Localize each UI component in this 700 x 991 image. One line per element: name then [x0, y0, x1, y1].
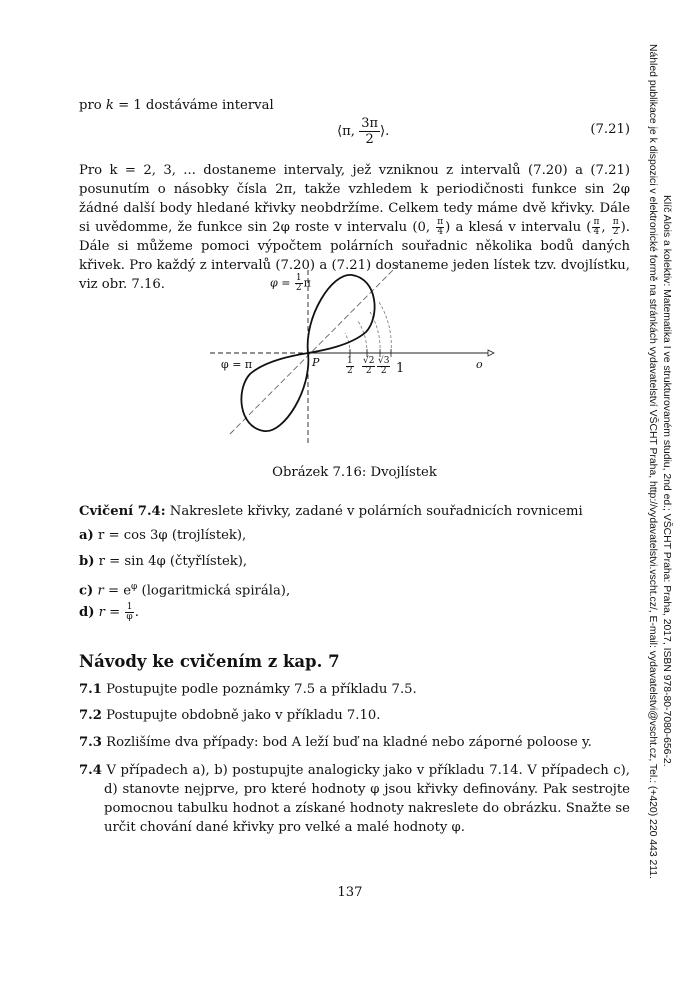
- tick-label-one: 1: [396, 361, 405, 376]
- tick-label-half: $\frac{1}{2}$: [347, 356, 353, 376]
- exercise-item-d: d) r = $\frac{1}{\varphi}$ .: [79, 602, 139, 622]
- petal-upper: [308, 275, 375, 353]
- figure-caption: Obrázek 7.16: Dvojlístek: [272, 465, 437, 480]
- axis-arrow-icon: [488, 350, 494, 356]
- intro-line: pro k = 1 dostáváme interval: [79, 98, 274, 113]
- label-pole: P: [312, 356, 320, 369]
- page-number: 137: [337, 885, 363, 900]
- tick-label-sqrt2: $\frac{√2}{2}$: [363, 356, 375, 376]
- hint-7-3: 7.3 Rozlišíme dva případy: bod A leží buď na kladné nebo záporné poloose y.: [79, 735, 592, 750]
- hints-heading: Návody ke cvičením z kap. 7: [79, 652, 340, 671]
- hint-7-2: 7.2 Postupujte obdobně jako v příkladu 7.10.: [79, 708, 381, 723]
- hint-7-1: 7.1 Postupujte podle poznámky 7.5 a příkladu 7.5.: [79, 682, 417, 697]
- hint-7-4: 7.4 V případech a), b) postupujte analogicky jako v příkladu 7.14. V případech c), d) stanovte nejprve, pro které hodnoty φ jsou křivky definovány. Pak sestrojte pomocnou tabulku hodnot a získané hodnoty nakreslete do obrázku. Snažte se určit chování dané křivky pro velké a malé hodnoty φ.: [79, 763, 630, 835]
- label-axis-o: o: [476, 358, 483, 371]
- exercise-item-b: b) r = sin 4φ (čtyřlístek),: [79, 554, 248, 569]
- exercise-item-c: c) $r = e^\varphi$ (logaritmická spirála),: [79, 582, 291, 599]
- diagonal-dashed: [230, 262, 405, 434]
- exercise-7-4: Cvičení 7.4: Nakreslete křivky, zadané v polárních souřadnicích rovnicemi: [79, 504, 583, 519]
- sidebar-preview-note: Náhled publikace je k dispozici v elektronické formě na stránkách vydavatelství VŠCHT Praha, http://vydavatelstvi.vscht.cz/, E-mail: vydavatelstvi@vscht.cz, Tel.: (+420) 220 443 211.: [647, 44, 658, 879]
- arc-one: [379, 302, 391, 353]
- equation-7-21: ⟨π, $\frac{3\pi}{2}$ ⟩. (7.21): [337, 116, 630, 147]
- sidebar-citation: Klíč Alois a kolektiv: Matematika I ve strukturovaném studiu, 2nd ed.; VŠCHT Praha: Praha, 2017, ISBN 978-80-7080-656-2.: [661, 195, 672, 767]
- arc-sqrt3: [370, 312, 380, 353]
- tick-label-sqrt3: $\frac{√3}{2}$: [378, 356, 390, 376]
- label-phi-half-pi: φ = $\frac{1}{2}$ π: [270, 273, 311, 293]
- equation-label: (7.21): [590, 122, 630, 137]
- exercise-item-a: a) r = cos 3φ (trojlístek),: [79, 528, 247, 543]
- label-phi-pi: φ = π: [221, 358, 253, 371]
- paragraph-intervals: Pro k = 2, 3, ... dostaneme intervaly, jež vzniknou z intervalů (7.20) a (7.21) posunutím o násobky čísla 2π, takže vzhledem k periodičnosti funkce sin 2φ žádné další body hledané křivky neobdržíme. Celkem tedy máme dvě křivky. Dále si uvědomme, že funkce sin 2φ roste v intervalu (0, $\frac{\pi}{4}$ ) a klesá v intervalu ( $\frac{\pi}{4}$ , $\frac{\pi}{2}$ ). Dále si můžeme pomoci výpočtem polárních souřadnic několika bodů daných křivek. Pro každý z intervalů (7.20) a (7.21) dostaneme jeden lístek tzv. dvojlístku, viz obr. 7.16.: [79, 163, 630, 292]
